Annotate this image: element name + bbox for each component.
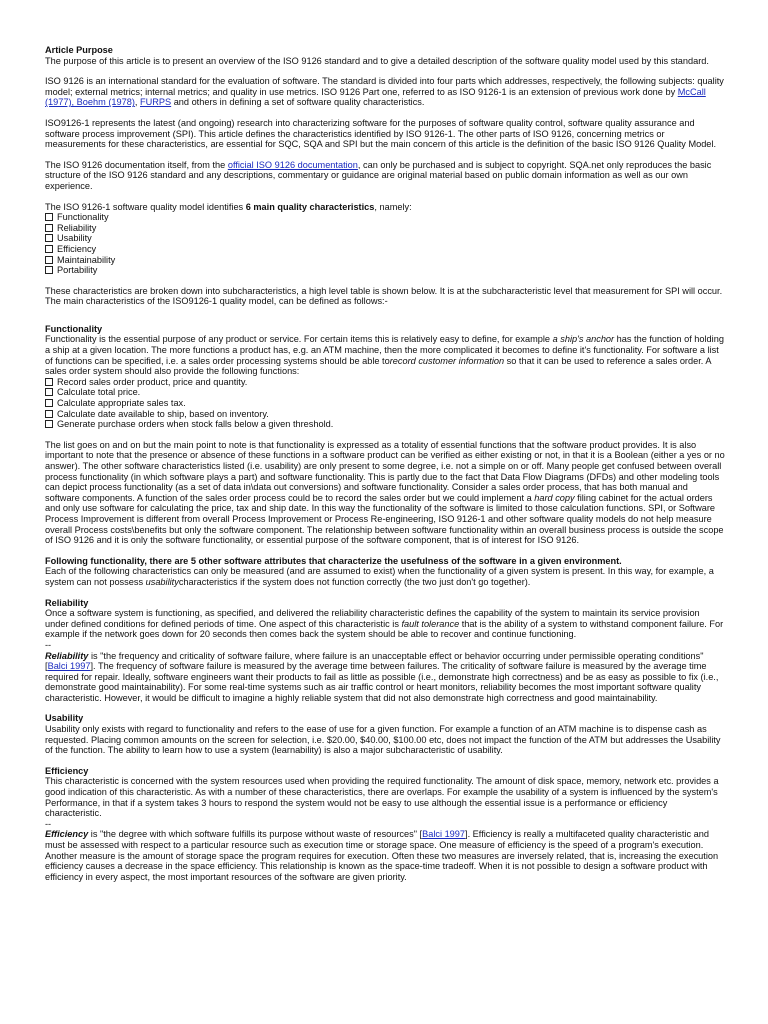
list-item: Generate purchase orders when stock falls below a given threshold.	[45, 419, 725, 430]
list-item: Maintainability	[45, 255, 725, 266]
checkbox-icon	[45, 399, 53, 407]
checkbox-icon	[45, 224, 53, 232]
checkbox-icon	[45, 266, 53, 274]
list-item: Record sales order product, price and quantity.	[45, 377, 725, 388]
article-page	[45, 45, 725, 882]
list-item: Calculate appropriate sales tax.	[45, 398, 725, 409]
purpose-paragraph-6: These characteristics are broken down into subcharacteristics, a high level table is shown below. It is at the subcharacteristic level that measurement for SPI will occur. The main characteristics of the ISO9126-1 quality model, can be defined as follows:-	[45, 285, 723, 307]
efficiency-paragraph-1: This characteristic is concerned with the system resources used when providing the required functionality. The amount of disk space, memory, network etc. provides a good indication of this characteristic. As with a number of these characteristics, there are overlaps. For example the usability of a system is influenced by the system's Performance, in that if a system takes 3 hours to respond the system would not be easy to use although the essential issue is a performance or efficiency characteristic.	[45, 776, 719, 819]
functionality-paragraph-3: Following functionality, there are 5 other software attributes that characterize the usefulness of the software in a given environment. Each of the following characteristics can only be measured (and are assumed to exist) when the functionality of a given system is present. In this way, for example, a system can not possess usabilitycharacteristics if the system does not function correctly (the two just don't go together).	[45, 555, 714, 587]
list-item: Efficiency	[45, 244, 725, 255]
purpose-paragraph-3: ISO9126-1 represents the latest (and ongoing) research into characterizing software for the purposes of software quality control, software quality assurance and software process improvement (SPI). This article defines the characteristics identified by ISO 9126-1. The other parts of ISO 9126, concerning metrics or measurements for these characteristics, are essential for SQC, SQA and SPI but the main concern of this article is the definition of the basic ISO 9126 Quality Model.	[45, 117, 717, 150]
checkbox-icon	[45, 213, 53, 221]
balci-1997-link[interactable]: Balci 1997	[47, 661, 91, 672]
checkbox-icon	[45, 388, 53, 396]
list-item: Calculate total price.	[45, 387, 725, 398]
list-item: Portability	[45, 265, 725, 276]
list-item: Usability	[45, 233, 725, 244]
reliability-paragraph-1: Once a software system is functioning, as specified, and delivered the reliability characteristic defines the capability of the system to maintain its service provision under defined conditions for defined periods of time. One aspect of this characteristic is fault tolerance that is the ability of a system to withstand component failure. For example if the network goes down for 20 seconds then comes back the system should be able to recover and continue functioning.	[45, 608, 724, 640]
reliability-heading: Reliability	[45, 597, 89, 608]
usability-heading: Usability	[45, 713, 84, 724]
list-item: Functionality	[45, 212, 725, 223]
functions-list	[45, 377, 725, 430]
purpose-paragraph-5: The ISO 9126-1 software quality model identifies 6 main quality characteristics, namely:	[45, 201, 412, 212]
reliability-definition: Reliability is "the frequency and criticality of software failure, where failure is an unacceptable effect or behavior occurring under permissible operating conditions" [Balci 1997]. The frequency of software failure is measured by the average time between failures. The criticality of software failure is measured by the average time required for repair. Ideally, software engineers want their products to fail as little as possible (i.e., demonstrate high correctness) and be as easy as possible to fix (i.e., demonstrate good maintainability). For some real-time systems such as air traffic control or heart monitors, reliability becomes the most important software quality characteristic. However, it would be difficult to imagine a highly reliable system that did not also demonstrate high correctness and good maintainability.	[45, 650, 719, 703]
checkbox-icon	[45, 420, 53, 428]
list-item: Reliability	[45, 223, 725, 234]
efficiency-definition: Efficiency is "the degree with which software fulfills its purpose without waste of resources" [Balci 1997]. Efficiency is really a multifaceted quality characteristic and must be assessed with respect to a particular resource such as execution time or storage space. One measure of efficiency is the speed of a program's execution. Another measure is the amount of storage space the program requires for execution. Often these two measures are inversely related, that is, increasing the execution efficiency causes a decrease in the space efficiency. This relationship is known as the space-time tradeoff. When it is not possible to design a software product with efficiency in every aspect, the most important resources of the software are given priority.	[45, 829, 719, 882]
checkbox-icon	[45, 378, 53, 386]
separator: --	[45, 818, 52, 829]
separator: --	[45, 639, 52, 650]
efficiency-heading: Efficiency	[45, 765, 89, 776]
usability-paragraph-1: Usability only exists with regard to functionality and refers to the ease of use for a given function. For example a function of an ATM machine is to dispense cash as requested. Placing common amounts on the screen for selection, i.e. $20.00, $40.00, $100.00 etc, does not impact the function of the ATM but addresses the Usability of the function. The ability to learn how to use a system (learnability) is also a major subcharacteristic of usability.	[45, 724, 721, 756]
functionality-paragraph-2: The list goes on and on but the main point to note is that functionality is expressed as a totality of essential functions that the software product provides. It is also important to note that the presence or absence of these functions in a software product can be verified as either existing or not, in that it is a Boolean (either a yes or no answer). The other software characteristics listed (i.e. usability) are only present to some degree, i.e. not a simple on or off. Many people get confused between overall process functionality (in which software plays a part) and software functionality. This is partly due to the fact that Data Flow Diagrams (DFDs) and other modeling tools can depict process functionality (as a set of data in\data out conversions) and software functionality. Consider a sales order process, that has both manual and software components. A function of the sales order process could be to record the sales order but we could implement a hard copy filing cabinet for the actual orders and only use software for calculating the price, tax and ship date. In this way the functionality of the software is limited to those calculation functions. SPI, or Software Process Improvement is different from overall Process Improvement or Process Re-engineering, ISO 9126-1 and other software quality models do not help measure overall Process costs\benefits but only the software component. The relationship between software functionality within an overall business process is outside the scope of ISO 9126 and it is only the software functionality, or essential purpose of the software component, that is of interest for ISO 9126.	[45, 439, 725, 546]
furps-link[interactable]: FURPS	[140, 97, 172, 108]
purpose-paragraph-1: The purpose of this article is to present an overview of the ISO 9126 standard and to give a detailed description of the software quality model used by this standard.	[45, 55, 709, 66]
checkbox-icon	[45, 245, 53, 253]
functionality-paragraph-1: Functionality is the essential purpose of any product or service. For certain items this is relatively easy to define, for example a ship's anchor has the function of holding a ship at a given location. The more functions a product has, e.g. an ATM machine, then the more complicated it becomes to define it's functionality. For software a list of functions can be specified, i.e. a sales order processing systems should be able torecord customer information so that it can be used to reference a sales order. A sales order system should also provide the following functions:	[45, 334, 724, 377]
list-item: Calculate date available to ship, based on inventory.	[45, 409, 725, 420]
balci-1997-link[interactable]: Balci 1997	[422, 829, 466, 840]
purpose-paragraph-2: ISO 9126 is an international standard for the evaluation of software. The standard is divided into four parts which addresses, respectively, the following subjects: quality model; external metrics; internal metrics; and quality in use metrics. ISO 9126 Part one, referred to as ISO 9126-1 is an extension of previous work done by McCall (1977), Boehm (1978), FURPS and others in defining a set of software quality characteristics.	[45, 76, 724, 108]
checkbox-icon	[45, 234, 53, 242]
purpose-paragraph-4: The ISO 9126 documentation itself, from the official ISO 9126 documentation, can only be purchased and is subject to copyright. SQA.net only reproduces the basic structure of the ISO 9126 standard and any descriptions, commentary or guidance are original material based on public domain information as well as our own experience.	[45, 159, 712, 191]
checkbox-icon	[45, 256, 53, 264]
article-purpose-heading: Article Purpose	[45, 45, 113, 55]
functionality-heading: Functionality	[45, 323, 103, 334]
characteristics-list	[45, 212, 725, 276]
checkbox-icon	[45, 410, 53, 418]
official-iso-documentation-link[interactable]: official ISO 9126 documentation	[227, 159, 358, 170]
mccall-boehm-link[interactable]: McCall (1977), Boehm (1978)	[45, 86, 706, 108]
